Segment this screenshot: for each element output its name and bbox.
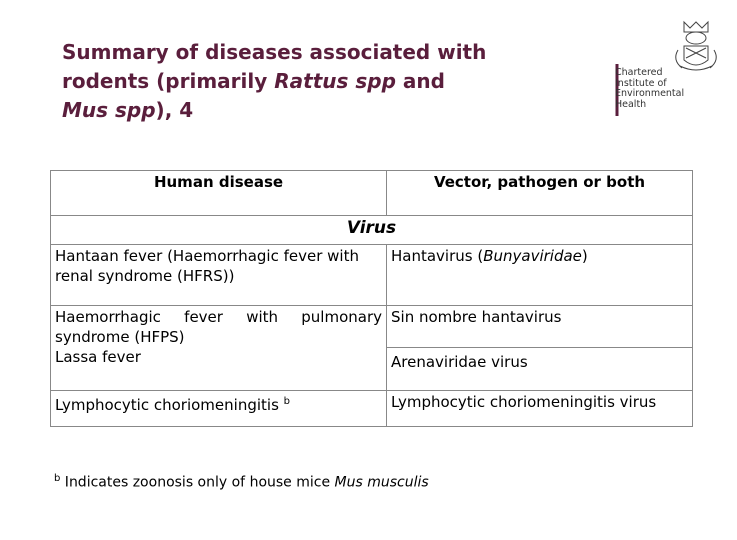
- pathogen-name: Sin nombre hantavirus: [391, 308, 562, 326]
- page-title: [62, 38, 582, 125]
- disease-name-2: Lassa fever: [55, 348, 141, 366]
- table-header-row: [51, 171, 693, 216]
- logo-line-2: Institute of: [615, 77, 667, 89]
- pathogen-cell: [387, 306, 693, 391]
- logo-line-3: Environmental: [615, 88, 685, 99]
- title-line-2-text: rodents (primarily: [62, 69, 275, 93]
- logo-line-4: Health: [615, 98, 647, 110]
- section-label: Virus: [51, 216, 693, 245]
- pathogen-cell: Lymphocytic choriomeningitis virus: [387, 391, 693, 427]
- disease-cell: [51, 306, 387, 391]
- title-line-1: Summary of diseases associated with: [62, 40, 487, 64]
- disease-name: Haemorrhagic fever with pulmonary syndrome (HFPS): [55, 308, 382, 346]
- table-row: [51, 245, 693, 306]
- footnote-marker: b: [54, 473, 61, 484]
- pathogen-text: Hantavirus (: [391, 247, 484, 265]
- footnote-text: Indicates zoonosis only of house mice: [60, 474, 335, 491]
- header-vector-pathogen: Vector, pathogen or both: [387, 171, 693, 216]
- diseases-table: [50, 170, 693, 427]
- pathogen-cell: [387, 245, 693, 306]
- pathogen-family: Bunyaviridae: [483, 247, 582, 265]
- logo-text: [615, 68, 705, 110]
- logo-line-1: Chartered: [615, 67, 663, 78]
- footnote-species: Mus musculis: [334, 474, 429, 491]
- cell-divider: [387, 327, 692, 348]
- section-row-virus: [51, 216, 693, 245]
- footnote-marker: b: [283, 396, 291, 407]
- title-genus-rattus: Rattus spp: [274, 69, 396, 93]
- table-row: [51, 391, 693, 427]
- title-line-2: [62, 67, 582, 96]
- table-row: [51, 306, 693, 391]
- disease-cell: [51, 391, 387, 427]
- pathogen-name-2: Arenaviridae virus: [391, 353, 528, 371]
- header-human-disease: Human disease: [51, 171, 387, 216]
- title-genus-mus: Mus spp: [62, 98, 156, 122]
- disease-name: Lymphocytic choriomeningitis: [55, 396, 279, 414]
- title-line-3: [62, 96, 582, 125]
- disease-cell: Hantaan fever (Haemorrhagic fever with renal syndrome (HFRS)): [51, 245, 387, 306]
- pathogen-text-end: ): [581, 247, 588, 265]
- footnote: [54, 470, 429, 492]
- title-line-3-end: ), 4: [155, 98, 194, 122]
- title-line-2-end: and: [395, 69, 445, 93]
